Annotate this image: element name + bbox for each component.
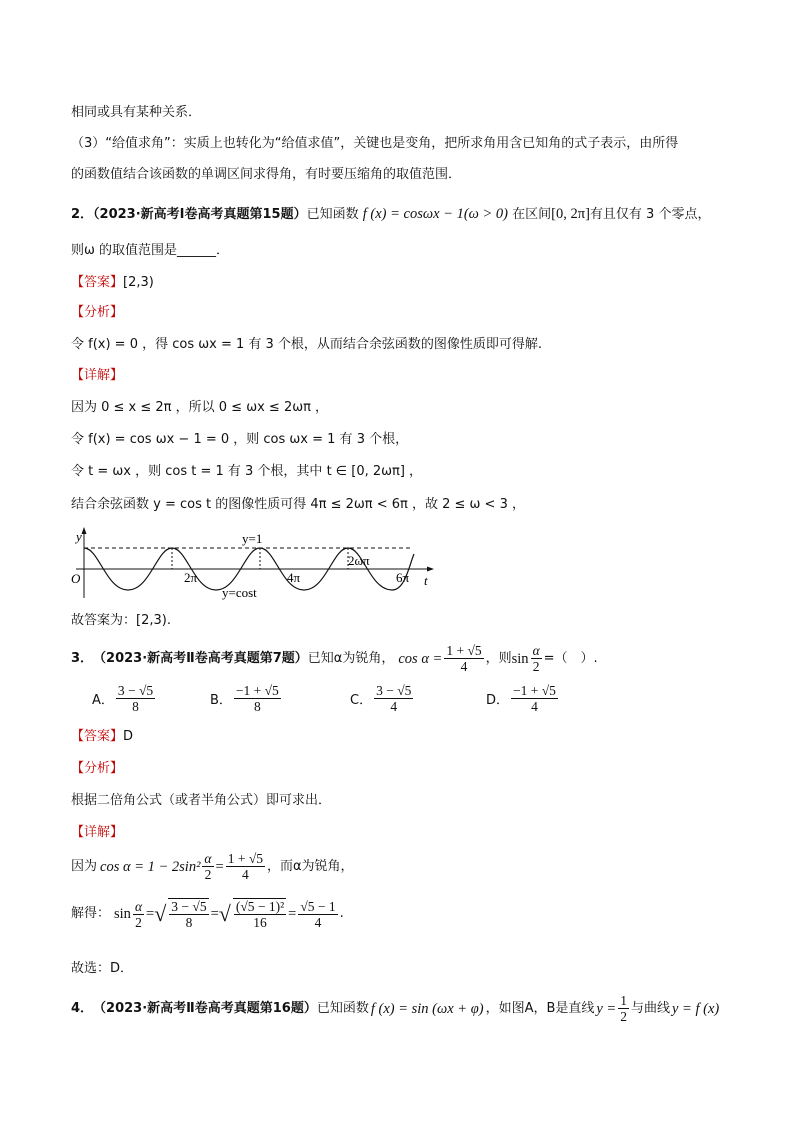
q4-stem — [71, 993, 719, 1024]
q3-option-d-num: −1 + √5 — [513, 683, 556, 698]
q3-option-c-num: 3 − √5 — [376, 683, 412, 698]
q3-detail-1-half-den: 2 — [204, 867, 212, 882]
q4-source: （2023·新高考Ⅱ卷高考真题第16题） — [93, 1000, 317, 1016]
q3-detail-2-root-2-den: 16 — [253, 915, 267, 930]
q3-cos-num: 1 + √5 — [446, 643, 482, 658]
q3-option-a-fraction — [116, 683, 155, 714]
curve-label: y=cost — [222, 585, 257, 600]
q3-sin-num: α — [532, 643, 540, 658]
q3-answer: D — [123, 729, 134, 744]
q3-detail-2-half-den: 2 — [135, 914, 142, 930]
q3-detail-1-b: cos α = 1 − 2sin² — [100, 858, 201, 875]
q3-detail-1-a: 因为 — [71, 858, 98, 874]
q3-sin-fraction — [531, 643, 542, 674]
q3-detail-2-half-num: α — [134, 898, 143, 914]
q2-answer-tag: 【答案】 — [71, 275, 124, 290]
q4-half-den: 2 — [620, 1009, 627, 1024]
intro-line-1: 相同或具有某种关系． — [71, 105, 202, 120]
q3-detail-1-cos-fraction — [226, 851, 265, 882]
q3-stem-b: ，则 — [485, 650, 512, 666]
q3-option-a-label: A． — [92, 693, 114, 708]
q2-detail-tag: 【详解】 — [71, 368, 124, 383]
q3-source: （2023·新高考Ⅱ卷高考真题第7题） — [93, 650, 308, 666]
q3-detail-2-sin: sin — [114, 906, 131, 922]
q2-detail-2: 令 f(x) = cos ωx − 1 = 0 ，则 cos ωx = 1 有 3 个根， — [71, 432, 409, 447]
q2-function: f (x) = cosωx − 1(ω > 0) — [362, 206, 509, 222]
tick-label-4pi: 4π — [287, 570, 301, 585]
q3-answer-tag: 【答案】 — [71, 729, 124, 744]
q3-option-b-fraction — [234, 683, 281, 714]
q3-detail-2-result-den: 4 — [314, 914, 322, 930]
t-axis-label: t — [424, 573, 428, 588]
q2-stem — [71, 205, 710, 224]
q2-stem-line-2: 则ω 的取值范围是______． — [71, 243, 230, 258]
q2-stem-a: 已知函数 — [306, 207, 359, 222]
y-axis-arrow — [82, 527, 87, 534]
q3-cos-lhs: cos α = — [398, 650, 443, 667]
q2-answer: [2,3) — [123, 275, 154, 290]
q3-detail-2-root-1 — [168, 898, 208, 930]
q3-detail-1-cos-num: 1 + √5 — [227, 851, 263, 866]
q4-stem-b: ，如图A，B是直线 — [485, 1000, 595, 1016]
q4-half-fraction — [618, 993, 629, 1024]
q4-function: f (x) = sin (ωx + φ) — [370, 1000, 484, 1017]
q3-option-c-den: 4 — [390, 699, 398, 714]
q3-detail-1-half-fraction — [202, 851, 213, 882]
q3-option-a[interactable] — [92, 683, 157, 714]
q3-analysis: 根据二倍角公式（或者半角公式）即可求出． — [71, 793, 332, 808]
q3-stem-a: 已知α为锐角， — [307, 650, 395, 666]
q3-option-d-fraction — [511, 683, 558, 714]
q3-analysis-tag: 【分析】 — [71, 761, 124, 776]
q3-option-b-label: B． — [210, 693, 232, 708]
q2-analysis: 令 f(x) = 0 ，得 cos ωx = 1 有 3 个根，从而结合余弦函数的图像性质即可得解. — [71, 337, 543, 352]
q2-source: （2023·新高考Ⅰ卷高考真题第15题） — [93, 207, 307, 222]
q3-stem — [71, 643, 598, 674]
q3-stem-c: =（ ）. — [543, 650, 598, 666]
q2-answer-line — [71, 274, 154, 292]
q3-detail-1-half-num: α — [204, 851, 212, 866]
q3-detail-2-half-fraction — [133, 899, 144, 930]
q3-conclusion: 故选：D． — [71, 961, 134, 976]
cosine-graph — [66, 524, 446, 600]
q3-detail-1-cos-den: 4 — [241, 867, 249, 882]
q3-option-d[interactable] — [486, 683, 560, 714]
q2-conclusion: 故答案为：[2,3). — [71, 613, 171, 628]
intro-line-2: （3）“给值求角”：实质上也转化为“给值求值”，关键也是变角，把所求角用含已知角的式子表示，由所得 — [71, 136, 679, 151]
q3-answer-line — [71, 728, 133, 746]
q3-option-d-label: D． — [486, 693, 510, 708]
q3-detail-2-a: 解得： — [71, 906, 111, 921]
q4-curve: y = f (x) — [672, 1000, 720, 1017]
q3-option-d-den: 4 — [531, 699, 538, 714]
q2-stem-b: 在区间 — [512, 207, 552, 222]
q3-detail-2-result-num: √5 − 1 — [300, 898, 336, 914]
q3-option-b-den: 8 — [253, 699, 261, 714]
q2-number: 2． — [71, 207, 94, 222]
q3-detail-2-root-1-num: 3 − √5 — [171, 899, 207, 914]
q3-option-b-num: −1 + √5 — [235, 683, 279, 698]
tick-label-2pi: 2π — [184, 570, 198, 585]
q3-detail-1-c: ，而α为锐角， — [266, 858, 354, 874]
q3-detail-2-root-2 — [233, 898, 286, 930]
q2-detail-4: 结合余弦函数 y = cos t 的图像性质可得 4π ≤ 2ωπ < 6π ，故 2 ≤ ω < 3 ， — [71, 497, 525, 512]
intro-line-3: 的函数值结合该函数的单调区间求得角，有时要压缩角的取值范围． — [71, 167, 462, 182]
line-label: y=1 — [242, 531, 263, 546]
q3-cos-den: 4 — [460, 659, 468, 674]
q2-detail-1: 因为 0 ≤ x ≤ 2π ，所以 0 ≤ ωx ≤ 2ωπ ， — [71, 400, 329, 415]
q3-detail-2: 解得： sin $\frac{\alpha}{2}$ = √ $\frac{3 - √5}{8}$ = √ $\frac{\text{(√5 − 1)²}}{16}$ = $\frac{√5 - 1}{4}$ . — [71, 898, 344, 930]
q3-sin-lhs: sin — [511, 650, 529, 667]
q2-stem-c: 有且仅有 3 个零点， — [589, 207, 711, 222]
q3-option-c-fraction — [374, 683, 413, 714]
q4-stem-c: 与曲线 — [630, 1000, 670, 1016]
q3-option-b[interactable] — [210, 683, 283, 714]
t-axis-arrow — [427, 567, 434, 572]
q3-option-c-label: C． — [350, 693, 373, 708]
q3-number: 3． — [71, 650, 94, 666]
q3-detail-2-root-2-num: (√5 − 1)² — [235, 899, 285, 914]
q2-analysis-tag: 【分析】 — [71, 305, 124, 320]
q4-stem-a: 已知函数 — [316, 1000, 369, 1016]
marker-label-2omega-pi: 2ωπ — [348, 553, 370, 568]
origin-label: O — [71, 571, 81, 586]
q3-detail-2-result — [298, 899, 337, 930]
q3-detail-2-root-1-den: 8 — [185, 915, 193, 930]
y-axis-label: y — [76, 529, 82, 544]
q2-interval: [0, 2π] — [551, 206, 590, 222]
q3-cos-fraction — [444, 643, 483, 674]
q3-detail-1: 因为 cos α = 1 − 2sin² $\frac{\alpha}{2}$ = $\frac{1 + √5}{4}$ ，而α为锐角， — [71, 851, 354, 882]
q4-half-num: 1 — [620, 993, 627, 1008]
q4-number: 4． — [71, 1000, 94, 1016]
q2-detail-3: 令 t = ωx ，则 cos t = 1 有 3 个根，其中 t ∈ [0, 2ωπ] ， — [71, 464, 423, 479]
q3-sin-den: 2 — [532, 659, 540, 674]
q4-y-lhs: y = — [596, 1000, 617, 1017]
q3-option-a-num: 3 − √5 — [117, 683, 154, 698]
q3-detail-tag: 【详解】 — [71, 825, 124, 840]
tick-label-6pi: 6π — [396, 570, 410, 585]
q3-option-c[interactable] — [350, 683, 415, 714]
q3-option-a-den: 8 — [132, 699, 139, 714]
